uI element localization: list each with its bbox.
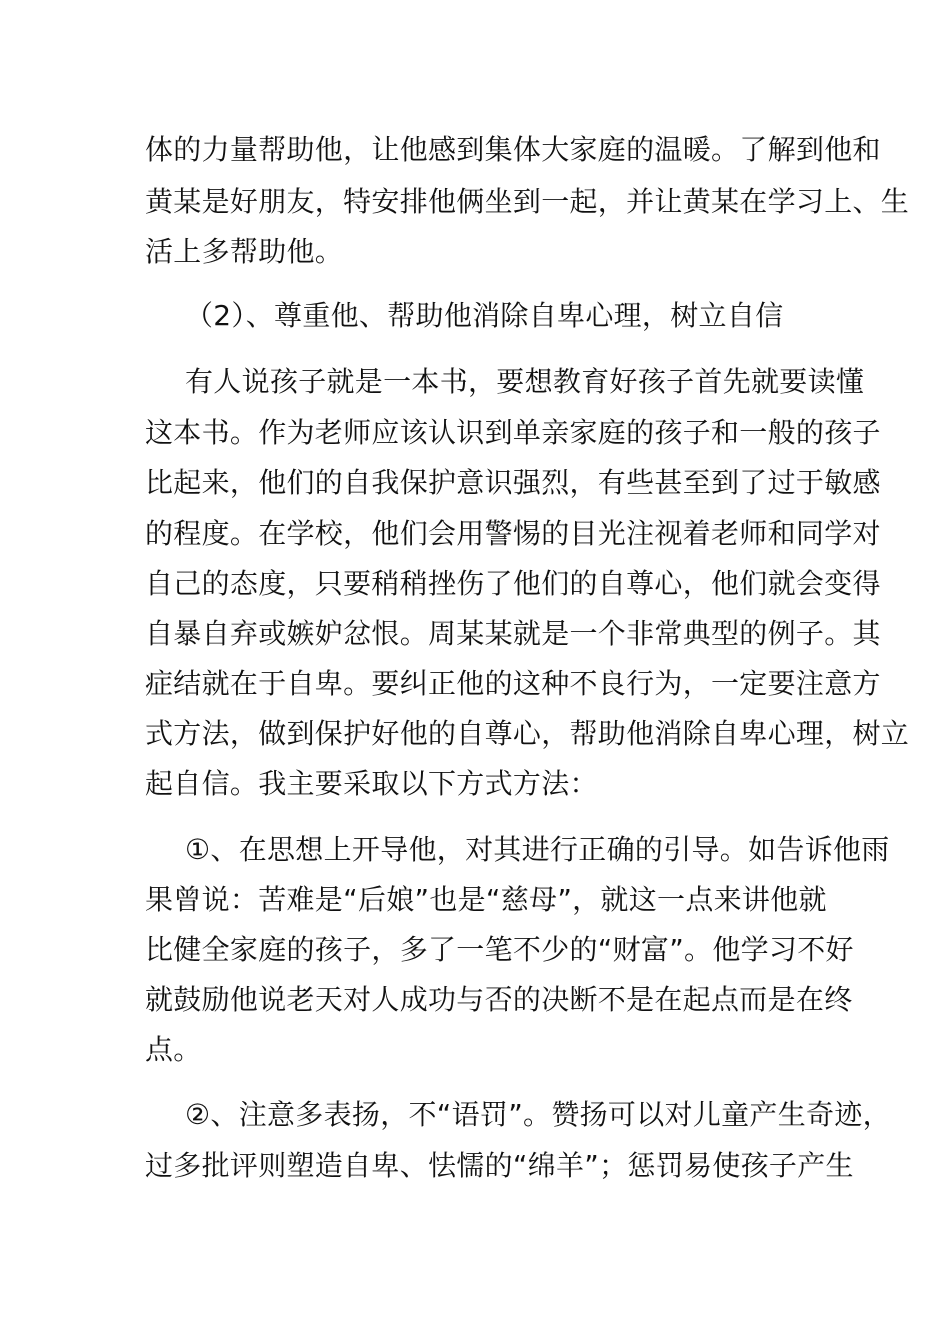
paragraph-line: 症结就在于自卑。要纠正他的这种不良行为，一定要注意方 [145, 667, 881, 700]
paragraph-line: 比起来，他们的自我保护意识强烈，有些甚至到了过于敏感 [145, 466, 881, 499]
paragraph-line: 体的力量帮助他，让他感到集体大家庭的温暖。了解到他和 [145, 133, 881, 166]
paragraph-line: 式方法，做到保护好他的自尊心，帮助他消除自卑心理，树立 [145, 717, 910, 750]
paragraph-line: 活上多帮助他。 [145, 235, 344, 268]
paragraph-line: 的程度。在学校，他们会用警惕的目光注视着老师和同学对 [145, 517, 881, 550]
paragraph-line: 黄某是好朋友，特安排他俩坐到一起，并让黄某在学习上、生 [145, 185, 910, 218]
paragraph-line: 这本书。作为老师应该认识到单亲家庭的孩子和一般的孩子 [145, 416, 881, 449]
list-item-line: ②、注意多表扬，不“语罚”。赞扬可以对儿童产生奇迹， [185, 1098, 891, 1131]
paragraph-line: 起自信。我主要采取以下方式方法： [145, 767, 598, 800]
section-heading: （2）、尊重他、帮助他消除自卑心理，树立自信 [185, 299, 784, 332]
list-item-line: ①、在思想上开导他，对其进行正确的引导。如告诉他雨 [185, 833, 890, 866]
paragraph-line: 自己的态度，只要稍稍挫伤了他们的自尊心，他们就会变得 [145, 567, 881, 600]
paragraph-line: 点。 [145, 1033, 202, 1066]
paragraph-line: 自暴自弃或嫉妒忿恨。周某某就是一个非常典型的例子。其 [145, 617, 881, 650]
paragraph-line: 过多批评则塑造自卑、怯懦的“绵羊”；惩罚易使孩子产生 [145, 1149, 854, 1182]
paragraph-line: 就鼓励他说老天对人成功与否的决断不是在起点而是在终 [145, 983, 853, 1016]
paragraph-line: 有人说孩子就是一本书，要想教育好孩子首先就要读懂 [185, 365, 865, 398]
paragraph-line: 果曾说：苦难是“后娘”也是“慈母”，就这一点来讲他就 [145, 883, 827, 916]
paragraph-line: 比健全家庭的孩子，多了一笔不少的“财富”。他学习不好 [145, 933, 854, 966]
